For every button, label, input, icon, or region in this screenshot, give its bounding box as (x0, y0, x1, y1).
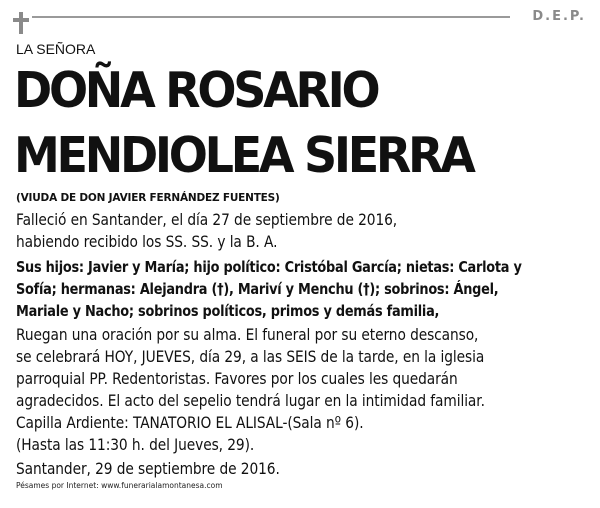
service-line: se celebrará HOY, JUEVES, día 29, a las SEIS de la tarde, en la iglesia (16, 347, 485, 366)
family-line: Sus hijos: Javier y María; hijo político: Cristóbal García; nietas: Carlota y (16, 258, 522, 276)
death-line: Falleció en Santander, el día 27 de septiembre de 2016, (16, 210, 398, 229)
service-line: parroquial PP. Redentoristas. Favores por los cuales les quedarán (16, 369, 458, 388)
service-line: agradecidos. El acto del sepelio tendrá lugar en la intimidad familiar. (16, 391, 485, 410)
death-line: habiendo recibido los SS. SS. y la B. A. (16, 232, 278, 251)
cross-icon (13, 12, 29, 34)
family-line: Mariale y Nacho; sobrinos políticos, primos y demás familia, (16, 302, 440, 320)
intro-label: LA SEÑORA (16, 41, 96, 57)
condolences-link[interactable]: Pésames por Internet: www.funerarialamontanesa.com (16, 481, 223, 490)
dep-label: D.E.P. (532, 9, 586, 24)
place-date: Santander, 29 de septiembre de 2016. (16, 459, 280, 478)
service-line: Capilla Ardiente: TANATORIO EL ALISAL-(Sala nº 6). (16, 413, 364, 432)
header-rule (32, 16, 510, 18)
service-line: (Hasta las 11:30 h. del Jueves, 29). (16, 435, 255, 454)
deceased-name-line-2: MENDIOLEA SIERRA (14, 127, 473, 184)
widow-of-label: (VIUDA DE DON JAVIER FERNÁNDEZ FUENTES) (16, 192, 280, 204)
family-line: Sofía; hermanas: Alejandra (†), Mariví y Menchu (†); sobrinos: Ángel, (16, 280, 499, 298)
deceased-name-line-1: DOÑA ROSARIO (14, 62, 378, 119)
service-line: Ruegan una oración por su alma. El funeral por su eterno descanso, (16, 325, 479, 344)
